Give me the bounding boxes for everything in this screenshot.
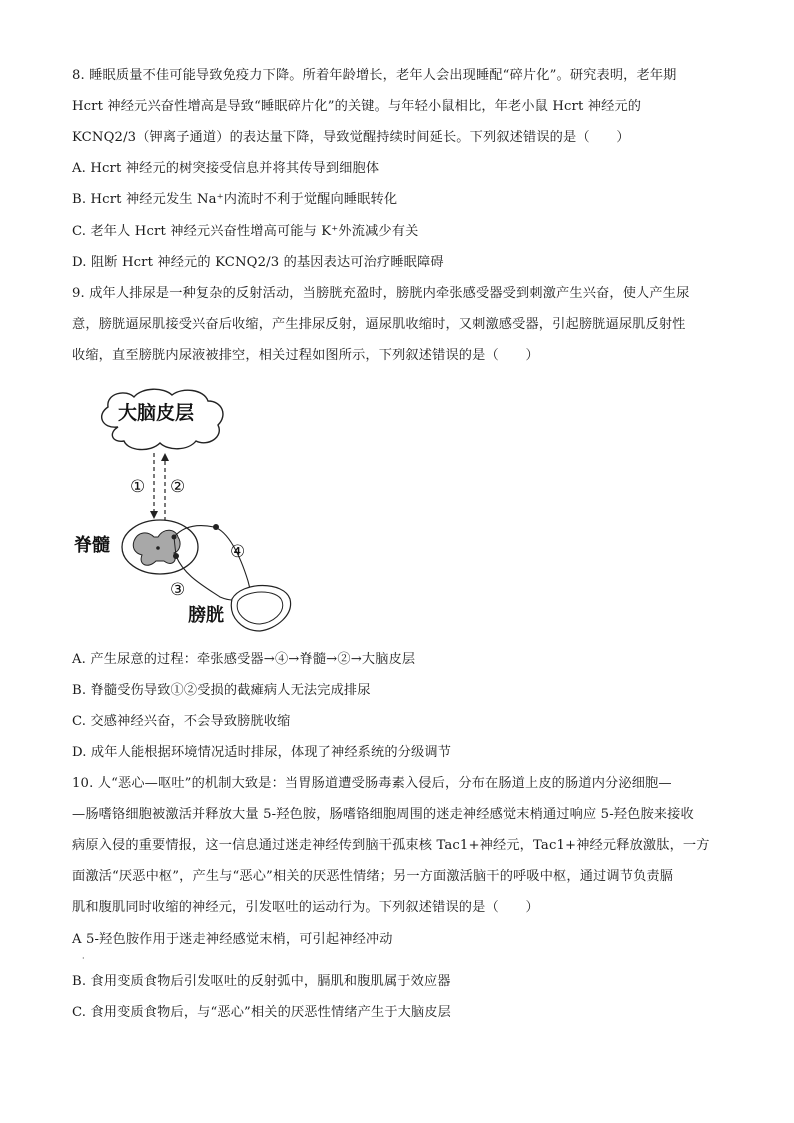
spinal-cord-label: 脊髓 xyxy=(74,535,110,556)
micturition-reflex-diagram xyxy=(72,385,312,635)
q8-option-b: B. Hcrt 神经元发生 Na⁺内流时不利于觉醒向睡眠转化 xyxy=(72,192,398,207)
central-canal xyxy=(156,546,160,550)
q10-stem-line5: 肌和腹肌同时收缩的神经元，引发呕吐的运动行为。下列叙述错误的是（ ） xyxy=(72,900,539,915)
pathway-2-arrowhead xyxy=(161,453,169,461)
q10-stem-line2: —肠嗜铬细胞被激活并释放大量 5-羟色胺，肠嗜铬细胞周围的迷走神经感觉末梢通过响应 5-羟色胺来接收 xyxy=(72,807,694,822)
q9-option-d: D. 成年人能根据环境情况适时排尿，体现了神经系统的分级调节 xyxy=(72,745,452,760)
q8-option-c: C. 老年人 Hcrt 神经元兴奋性增高可能与 K⁺外流减少有关 xyxy=(72,224,419,239)
cortex-label: 大脑皮层 xyxy=(118,402,195,424)
q9-stem-line3: 收缩，直至膀胱内尿液被排空，相关过程如图所示，下列叙述错误的是（ ） xyxy=(72,348,539,363)
pathway-1-arrowhead xyxy=(150,511,158,519)
pathway-1-label: ① xyxy=(130,477,146,497)
q10-option-c: C. 食用变质食物后，与“恶心”相关的厌恶性情绪产生于大脑皮层 xyxy=(72,1005,452,1020)
q10-option-b: B. 食用变质食物后引发呕吐的反射弧中，膈肌和腹肌属于效应器 xyxy=(72,974,451,989)
bladder-label: 膀胱 xyxy=(188,605,224,626)
pathway-2-label: ② xyxy=(170,477,186,497)
pathway-4-label: ④ xyxy=(230,542,246,562)
q8-option-d: D. 阻断 Hcrt 神经元的 KCNQ2/3 的基因表达可治疗睡眠障碍 xyxy=(72,255,444,270)
q10-option-a: A 5-羟色胺作用于迷走神经感觉末梢，可引起神经冲动 xyxy=(72,932,393,947)
q9-option-b: B. 脊髓受伤导致①②受损的截瘫病人无法完成排尿 xyxy=(72,683,371,698)
q8-stem-line2: Hcrt 神经元兴奋性增高是导致“睡眠碎片化”的关键。与年轻小鼠相比，年老小鼠 Hcrt 神经元的 xyxy=(72,99,642,114)
sensory-ganglion xyxy=(213,524,219,530)
q8-stem-line3: KCNQ2/3（钾离子通道）的表达量下降，导致觉醒持续时间延长。下列叙述错误的是（ ） xyxy=(72,130,630,145)
stray-dot-mark: · xyxy=(82,954,85,963)
q8-option-a: A. Hcrt 神经元的树突接受信息并将其传导到细胞体 xyxy=(72,161,380,176)
q8-stem-line1: 8. 睡眠质量不佳可能导致免疫力下降。所着年龄增长，老年人会出现睡配“碎片化”。研究表明，老年期 xyxy=(72,68,677,83)
q10-stem-line3: 病原入侵的重要情报，这一信息通过迷走神经传到脑干孤束核 Tac1+神经元，Tac1+神经元释放激肽，一方 xyxy=(72,838,710,853)
q9-stem-line1: 9. 成年人排尿是一种复杂的反射活动，当膀胱充盈时，膀胱内牵张感受器受到刺激产生兴奋，使人产生尿 xyxy=(72,286,690,301)
q9-option-a: A. 产生尿意的过程：牵张感受器→④→脊髓→②→大脑皮层 xyxy=(72,652,416,667)
q10-stem-line4: 面激活“厌恶中枢”，产生与“恶心”相关的厌恶性情绪；另一方面激活脑干的呼吸中枢，通过调节负责膈 xyxy=(72,869,674,884)
q10-stem-line1: 10. 人“恶心—呕吐”的机制大致是：当胃肠道遭受肠毒素入侵后，分布在肠道上皮的肠道内分泌细胞— xyxy=(72,776,672,791)
q9-stem-line2: 意，膀胱逼尿肌接受兴奋后收缩，产生排尿反射，逼尿肌收缩时，又刺激感受器，引起膀胱逼尿肌反射性 xyxy=(72,317,686,332)
pathway-3-label: ③ xyxy=(170,580,186,600)
q9-option-c: C. 交感神经兴奋，不会导致膀胱收缩 xyxy=(72,714,291,729)
